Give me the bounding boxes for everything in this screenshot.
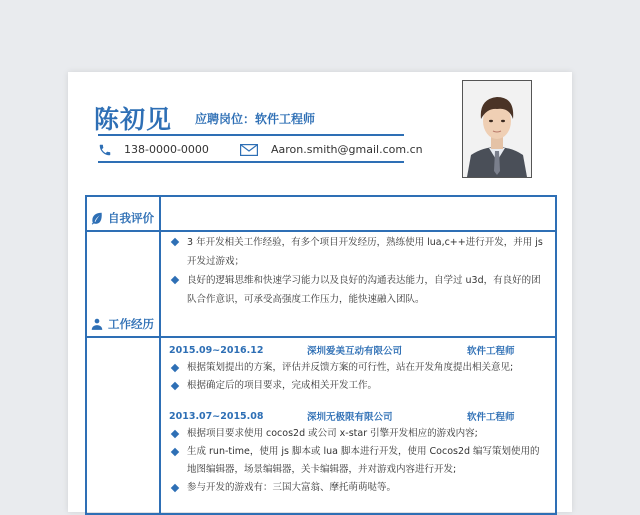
phone-icon — [98, 143, 112, 157]
job-company: 深圳爱美互动有限公司 — [307, 346, 403, 357]
list-item-text: 根据项目要求使用 cocos2d 或公司 x-star 引擎开发相应的游戏内容; — [187, 428, 478, 439]
list-item-text: 3 年开发相关工作经验，有多个项目开发经历，熟练使用 lua,c++进行开发，并用 js 开发过游戏； — [187, 237, 543, 267]
diamond-bullet-icon — [171, 364, 179, 372]
candidate-name: 陈初见 — [94, 105, 173, 134]
diamond-bullet-icon — [171, 484, 179, 492]
list-item-text: 根据确定后的项目要求，完成相关开发工作。 — [187, 380, 378, 391]
job-company: 深圳无极限有限公司 — [307, 412, 393, 423]
list-item — [169, 377, 547, 395]
list-item-text: 生成 run-time，使用 js 脚本或 lua 脚本进行开发，使用 Cocos2d 编写策划使用的地图编辑器，场景编辑器，关卡编辑器，并对游戏内容进行开发; — [187, 446, 540, 475]
mail-icon — [240, 144, 258, 156]
diamond-bullet-icon — [171, 276, 179, 284]
list-item — [169, 359, 547, 377]
section-title: 工作经历 — [108, 317, 154, 331]
applied-position: 应聘岗位：软件工程师 — [195, 112, 316, 126]
list-item-text: 参与开发的游戏有：三国大富翁、摩托萌萌哒等。 — [187, 482, 397, 493]
resume-sheet — [68, 72, 572, 512]
job-role: 软件工程师 — [467, 346, 515, 357]
list-item-text: 根据策划提出的方案，评估并反馈方案的可行性，站在开发角度提出相关意见; — [187, 362, 514, 373]
profile-photo — [462, 80, 532, 178]
job-period: 2013.07~2015.08 — [169, 410, 264, 422]
person-icon — [90, 317, 104, 331]
job-header — [169, 341, 547, 359]
diamond-bullet-icon — [171, 448, 179, 456]
self-evaluation-content — [169, 233, 547, 309]
job-entry — [169, 341, 547, 395]
list-item — [169, 443, 547, 479]
diamond-bullet-icon — [171, 382, 179, 390]
header-divider-top — [98, 134, 404, 136]
leaf-icon — [90, 211, 104, 225]
table-row-divider — [87, 230, 555, 232]
phone-number: 138-0000-0000 — [124, 143, 209, 156]
job-header — [169, 407, 547, 425]
portrait-image — [463, 81, 531, 177]
table-column-divider — [159, 197, 161, 513]
list-item-text: 良好的逻辑思维和快速学习能力以及良好的沟通表达能力，自学过 u3d，有良好的团队合作意识，可承受高强度工作压力，能快速融入团队。 — [187, 275, 541, 305]
diamond-bullet-icon — [171, 430, 179, 438]
section-title: 自我评价 — [108, 211, 154, 225]
resume-table — [85, 195, 557, 515]
table-row-divider — [87, 336, 555, 338]
job-entry — [169, 407, 547, 497]
email-address: Aaron.smith@gmail.com.cn — [271, 143, 423, 156]
list-item — [169, 271, 547, 309]
header-divider-bottom — [98, 161, 404, 163]
list-item — [169, 479, 547, 497]
diamond-bullet-icon — [171, 238, 179, 246]
section-self-evaluation — [90, 210, 154, 226]
list-item — [169, 425, 547, 443]
section-work-experience — [90, 316, 154, 332]
list-item — [169, 233, 547, 271]
job-period: 2015.09~2016.12 — [169, 344, 264, 356]
job-role: 软件工程师 — [467, 412, 515, 423]
